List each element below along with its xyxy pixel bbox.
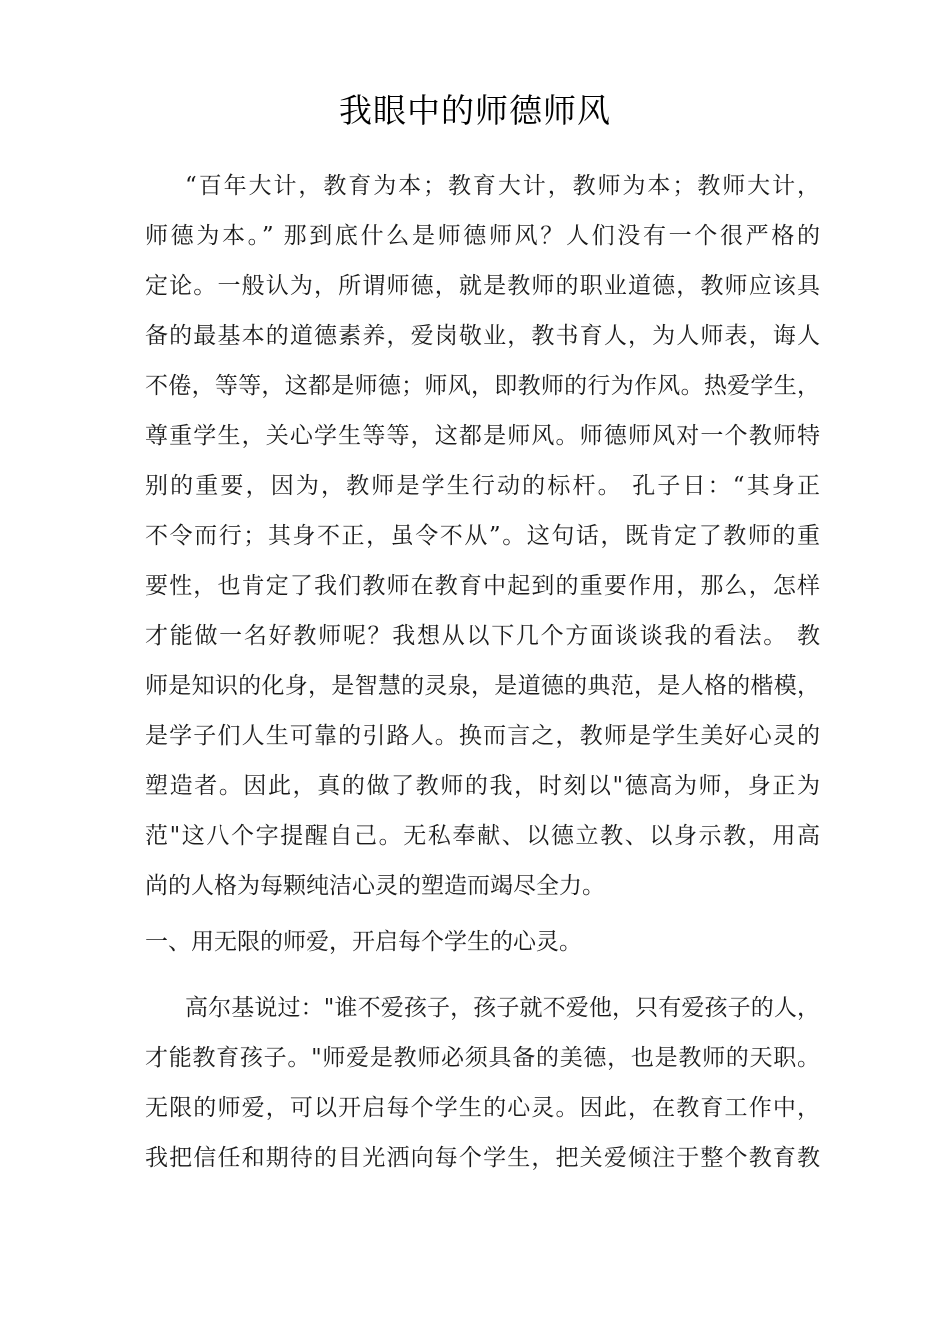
text-line: 尚的人格为每颗纯洁心灵的塑造而竭尽全力。 (145, 873, 605, 899)
paragraph-gorky (145, 983, 820, 1183)
text-line: 才能教育孩子。"师爱是教师必须具备的美德，也是教师的天职。 (145, 1045, 820, 1071)
text-line: 备的最基本的道德素养，爱岗敬业，教书育人，为人师表，诲人 (145, 323, 820, 349)
section-heading (145, 917, 820, 967)
text-line: 师是知识的化身，是智慧的灵泉，是道德的典范，是人格的楷模， (145, 673, 820, 699)
text-line: 不倦，等等，这都是师德；师风，即教师的行为作风。热爱学生， (145, 373, 820, 399)
text-line: 要性，也肯定了我们教师在教育中起到的重要作用，那么，怎样 (145, 573, 820, 599)
text-line: 别的重要，因为，教师是学生行动的标杆。 孔子日：“其身正 (145, 473, 820, 499)
text-line: 我把信任和期待的目光洒向每个学生，把关爱倾注于整个教育教 (145, 1145, 820, 1171)
paragraph-intro (145, 161, 820, 911)
text-line: “百年大计，教育为本；教育大计，教师为本；教师大计， (185, 173, 820, 199)
text-line: 定论。一般认为，所谓师德，就是教师的职业道德，教师应该具 (145, 273, 820, 299)
text-line: 高尔基说过："谁不爱孩子，孩子就不爱他，只有爱孩子的人， (185, 995, 820, 1021)
text-line: 师德为本。” 那到底什么是师德师风？人们没有一个很严格的 (145, 223, 820, 249)
text-line: 尊重学生，关心学生等等，这都是师风。师德师风对一个教师特 (145, 423, 820, 449)
text-line: 无限的师爱，可以开启每个学生的心灵。因此，在教育工作中， (145, 1095, 820, 1121)
text-line: 才能做一名好教师呢？我想从以下几个方面谈谈我的看法。 教 (145, 623, 820, 649)
section-heading-text: 一、用无限的师爱，开启每个学生的心灵。 (145, 929, 582, 955)
text-line: 塑造者。因此，真的做了教师的我，时刻以"德高为师，身正为 (145, 773, 820, 799)
text-line: 是学子们人生可靠的引路人。换而言之，教师是学生美好心灵的 (145, 723, 820, 749)
text-line: 范"这八个字提醒自己。无私奉献、以德立教、以身示教，用高 (145, 823, 820, 849)
document-title: 我眼中的师德师风 (339, 91, 611, 130)
text-line: 不令而行；其身不正，虽令不从”。这句话，既肯定了教师的重 (145, 523, 820, 549)
